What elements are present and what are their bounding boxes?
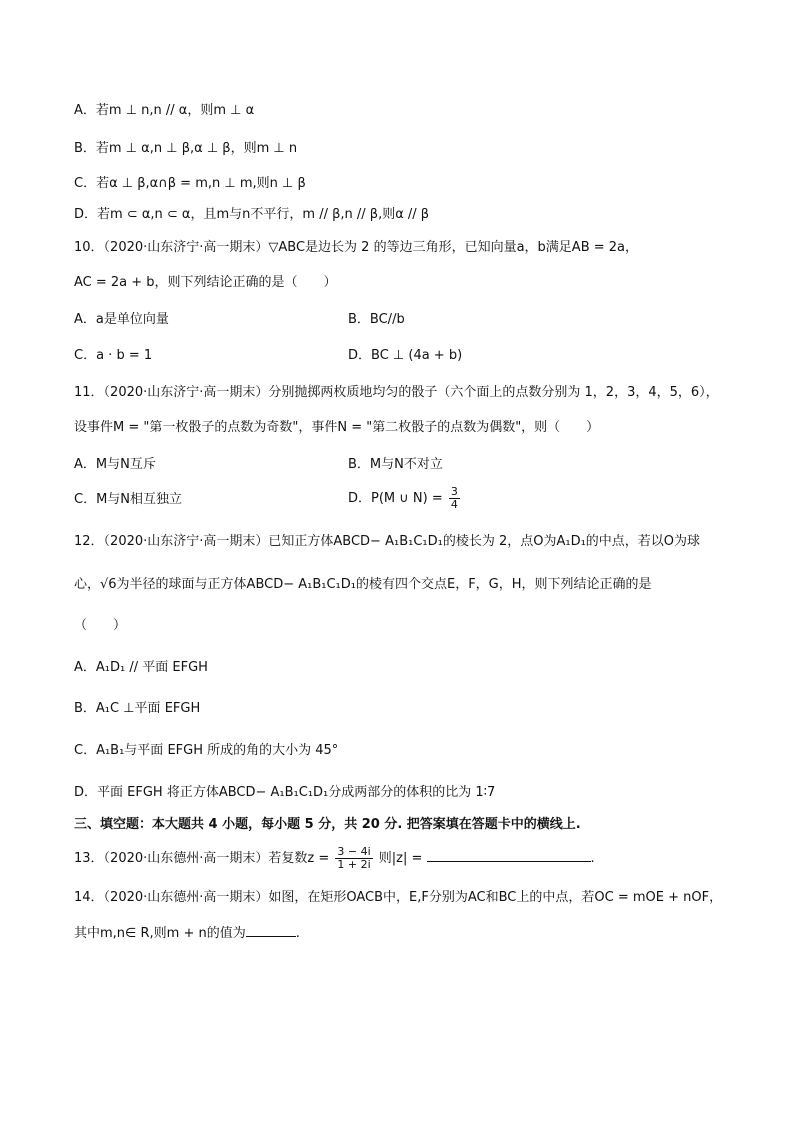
q12-option-a: A．A₁D₁ // 平面 EFGH: [74, 660, 208, 675]
q10-stem-line2: AC = 2a + b，则下列结论正确的是（ ）: [74, 275, 337, 290]
q13-fraction: [335, 846, 372, 871]
q10-option-d: D．BC ⊥ (4a + b): [348, 348, 463, 363]
q9-option-d: D．若m ⊂ α,n ⊂ α，且m与n不平行，m // β,n // β,则α // β: [74, 207, 430, 222]
q10-option-c: C．a · b = 1: [74, 348, 153, 363]
q13-prefix: 13．（2020·山东德州·高一期末）若复数z =: [74, 851, 330, 866]
q13-suffix: 则|z| =: [378, 851, 423, 866]
q10-options-row2: [74, 346, 463, 366]
q12-option-d: D．平面 EFGH 将正方体ABCD− A₁B₁C₁D₁分成两部分的体积的比为 1∶7: [74, 785, 496, 800]
q11-option-d-fraction: [449, 486, 460, 511]
q10-options-row1: [74, 310, 405, 330]
q13-frac-num: 3 − 4i: [337, 845, 371, 858]
q13-answer-blank[interactable]: [427, 847, 591, 862]
q11-option-b: B．M与N不对立: [348, 457, 443, 472]
q9-option-b: B．若m ⊥ α,n ⊥ β,α ⊥ β，则m ⊥ n: [74, 141, 298, 156]
q13-frac-den: 1 + 2i: [337, 858, 371, 871]
q9-option-c: C．若α ⊥ β,α∩β = m,n ⊥ m,则n ⊥ β: [74, 176, 306, 191]
q14-line2-prefix: 其中m,n∈ R,则m + n的值为: [74, 926, 246, 941]
q9-option-a: A．若m ⊥ n,n // α，则m ⊥ α: [74, 103, 255, 118]
q11-option-c: C．M与N相互独立: [74, 492, 183, 507]
q12-option-b: B．A₁C ⊥平面 EFGH: [74, 701, 201, 716]
q12-stem-line3: （ ）: [74, 618, 127, 633]
q14-stem-line2: [74, 922, 300, 944]
q14-end: .: [295, 926, 300, 941]
q11-option-d: [348, 486, 462, 511]
q12-stem-line1: 12．（2020·山东济宁·高一期末）已知正方体ABCD− A₁B₁C₁D₁的棱长为 2，点O为A₁D₁的中点，若以O为球: [74, 534, 701, 549]
q14-answer-blank[interactable]: [246, 922, 296, 937]
q13-end: .: [590, 851, 595, 866]
q11-option-d-prefix: D．P(M ∪ N) =: [348, 491, 443, 506]
q11-stem-line2: 设事件M = "第一枚骰子的点数为奇数"，事件N = "第二枚骰子的点数为偶数"，则（ ）: [74, 420, 600, 435]
q12-stem-line2: 心，√6为半径的球面与正方体ABCD− A₁B₁C₁D₁的棱有四个交点E，F，G，H，则下列结论正确的是: [74, 577, 652, 592]
q11-frac-den: 4: [450, 498, 458, 511]
q14-stem-line1: 14．（2020·山东德州·高一期末）如图，在矩形OACB中，E,F分别为AC和BC上的中点，若OC = mOE + nOF，: [74, 890, 723, 905]
q10-option-a: A．a是单位向量: [74, 312, 169, 327]
q11-options-row2: [74, 485, 458, 511]
section3-title: 三、填空题：本大题共 4 小题，每小题 5 分，共 20 分. 把答案填在答题卡中的横线上.: [74, 817, 581, 832]
q10-stem-line1: 10．（2020·山东济宁·高一期末）▽ABC是边长为 2 的等边三角形，已知向量a，b满足AB = 2a，: [74, 240, 639, 255]
q10-option-b: B．BC//b: [348, 312, 405, 327]
q11-options-row1: [74, 455, 443, 475]
q12-option-c: C．A₁B₁与平面 EFGH 所成的角的大小为 45°: [74, 743, 339, 758]
q11-option-a: A．M与N互斥: [74, 457, 156, 472]
q11-stem-line1: 11．（2020·山东济宁·高一期末）分别抛掷两枚质地均匀的骰子（六个面上的点数分别为 1，2，3，4，5，6），: [74, 385, 719, 400]
q11-frac-num: 3: [450, 485, 458, 498]
q13-line: [74, 846, 595, 871]
